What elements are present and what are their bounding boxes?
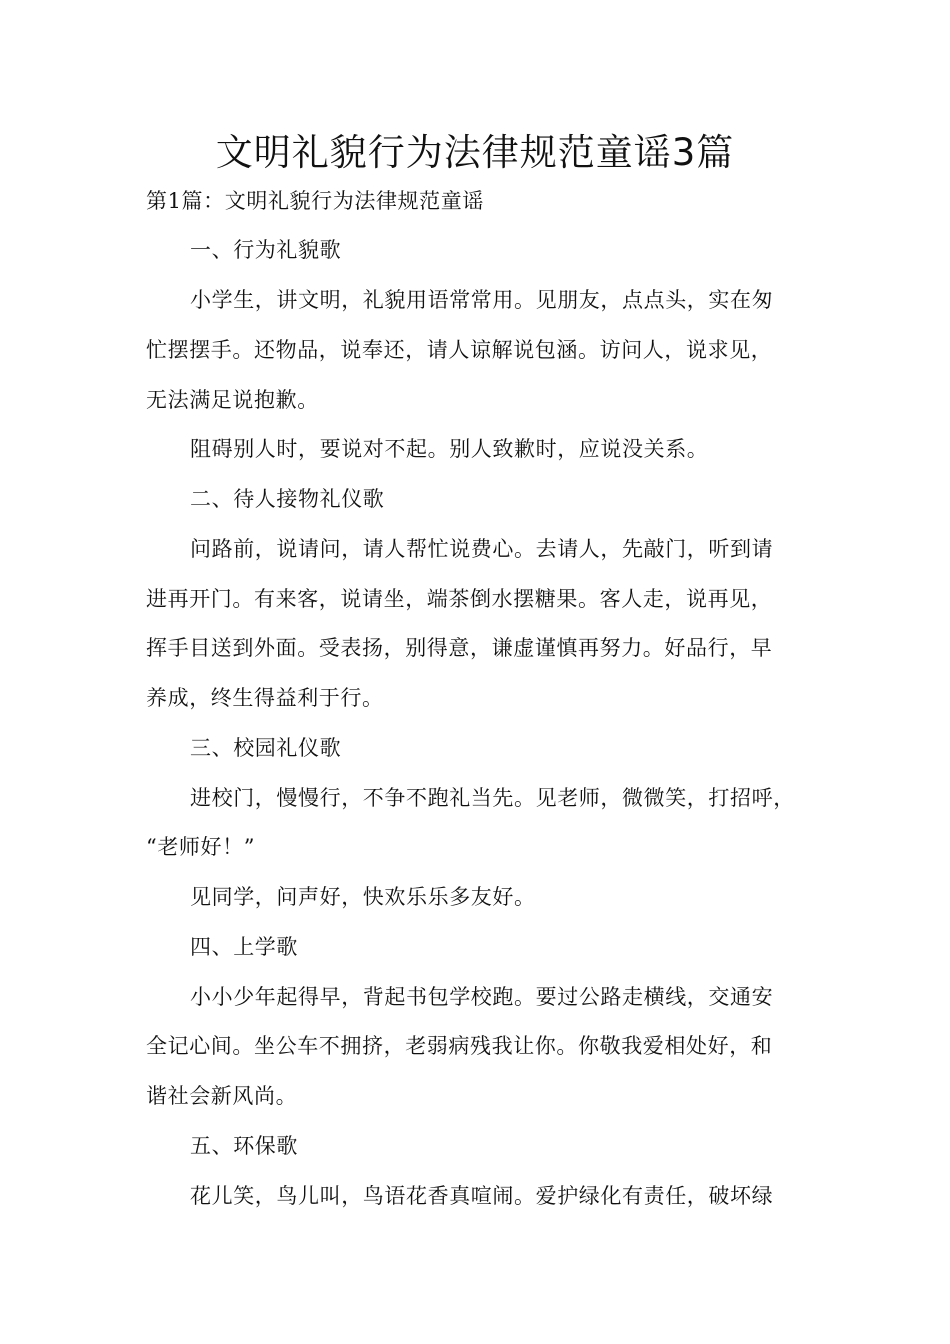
- paragraph-line: 小小少年起得早，背起书包学校跑。要过公路走横线，交通安: [190, 985, 774, 1009]
- paragraph-line: 忙摆摆手。还物品，说奉还，请人谅解说包涵。访问人，说求见，: [146, 338, 773, 362]
- chapter-heading: 第1篇：文明礼貌行为法律规范童谣: [146, 189, 484, 213]
- paragraph-line: 进校门，慢慢行，不争不跑礼当先。见老师，微微笑，打招呼，: [190, 786, 795, 810]
- paragraph-line: 见同学，问声好，快欢乐乐多友好。: [190, 885, 536, 909]
- paragraph-line: 小学生，讲文明，礼貌用语常常用。见朋友，点点头，实在匆: [190, 288, 774, 312]
- document-title: 文明礼貌行为法律规范童谣3篇: [215, 131, 735, 174]
- paragraph-line: “老师好！”: [146, 835, 256, 859]
- paragraph-line: 无法满足说抱歉。: [146, 388, 319, 412]
- paragraph-line: 全记心间。坐公车不拥挤，老弱病残我让你。你敬我爱相处好，和: [146, 1034, 773, 1058]
- paragraph-line: 问路前，说请问，请人帮忙说费心。去请人，先敲门，听到请: [190, 537, 774, 561]
- section-heading: 三、校园礼仪歌: [190, 736, 342, 760]
- paragraph-line: 阻碍别人时，要说对不起。别人致歉时，应说没关系。: [190, 437, 709, 461]
- paragraph-line: 养成，终生得益利于行。: [146, 686, 384, 710]
- section-heading: 四、上学歌: [190, 935, 298, 959]
- section-heading: 五、环保歌: [190, 1134, 298, 1158]
- paragraph-line: 谐社会新风尚。: [146, 1084, 298, 1108]
- paragraph-line: 花儿笑，鸟儿叫，鸟语花香真喧闹。爱护绿化有责任，破坏绿: [190, 1184, 774, 1208]
- paragraph-line: 挥手目送到外面。受表扬，别得意，谦虚谨慎再努力。好品行，早: [146, 636, 773, 660]
- section-heading: 一、行为礼貌歌: [190, 238, 342, 262]
- section-heading: 二、待人接物礼仪歌: [190, 487, 385, 511]
- paragraph-line: 进再开门。有来客，说请坐，端茶倒水摆糖果。客人走，说再见，: [146, 587, 773, 611]
